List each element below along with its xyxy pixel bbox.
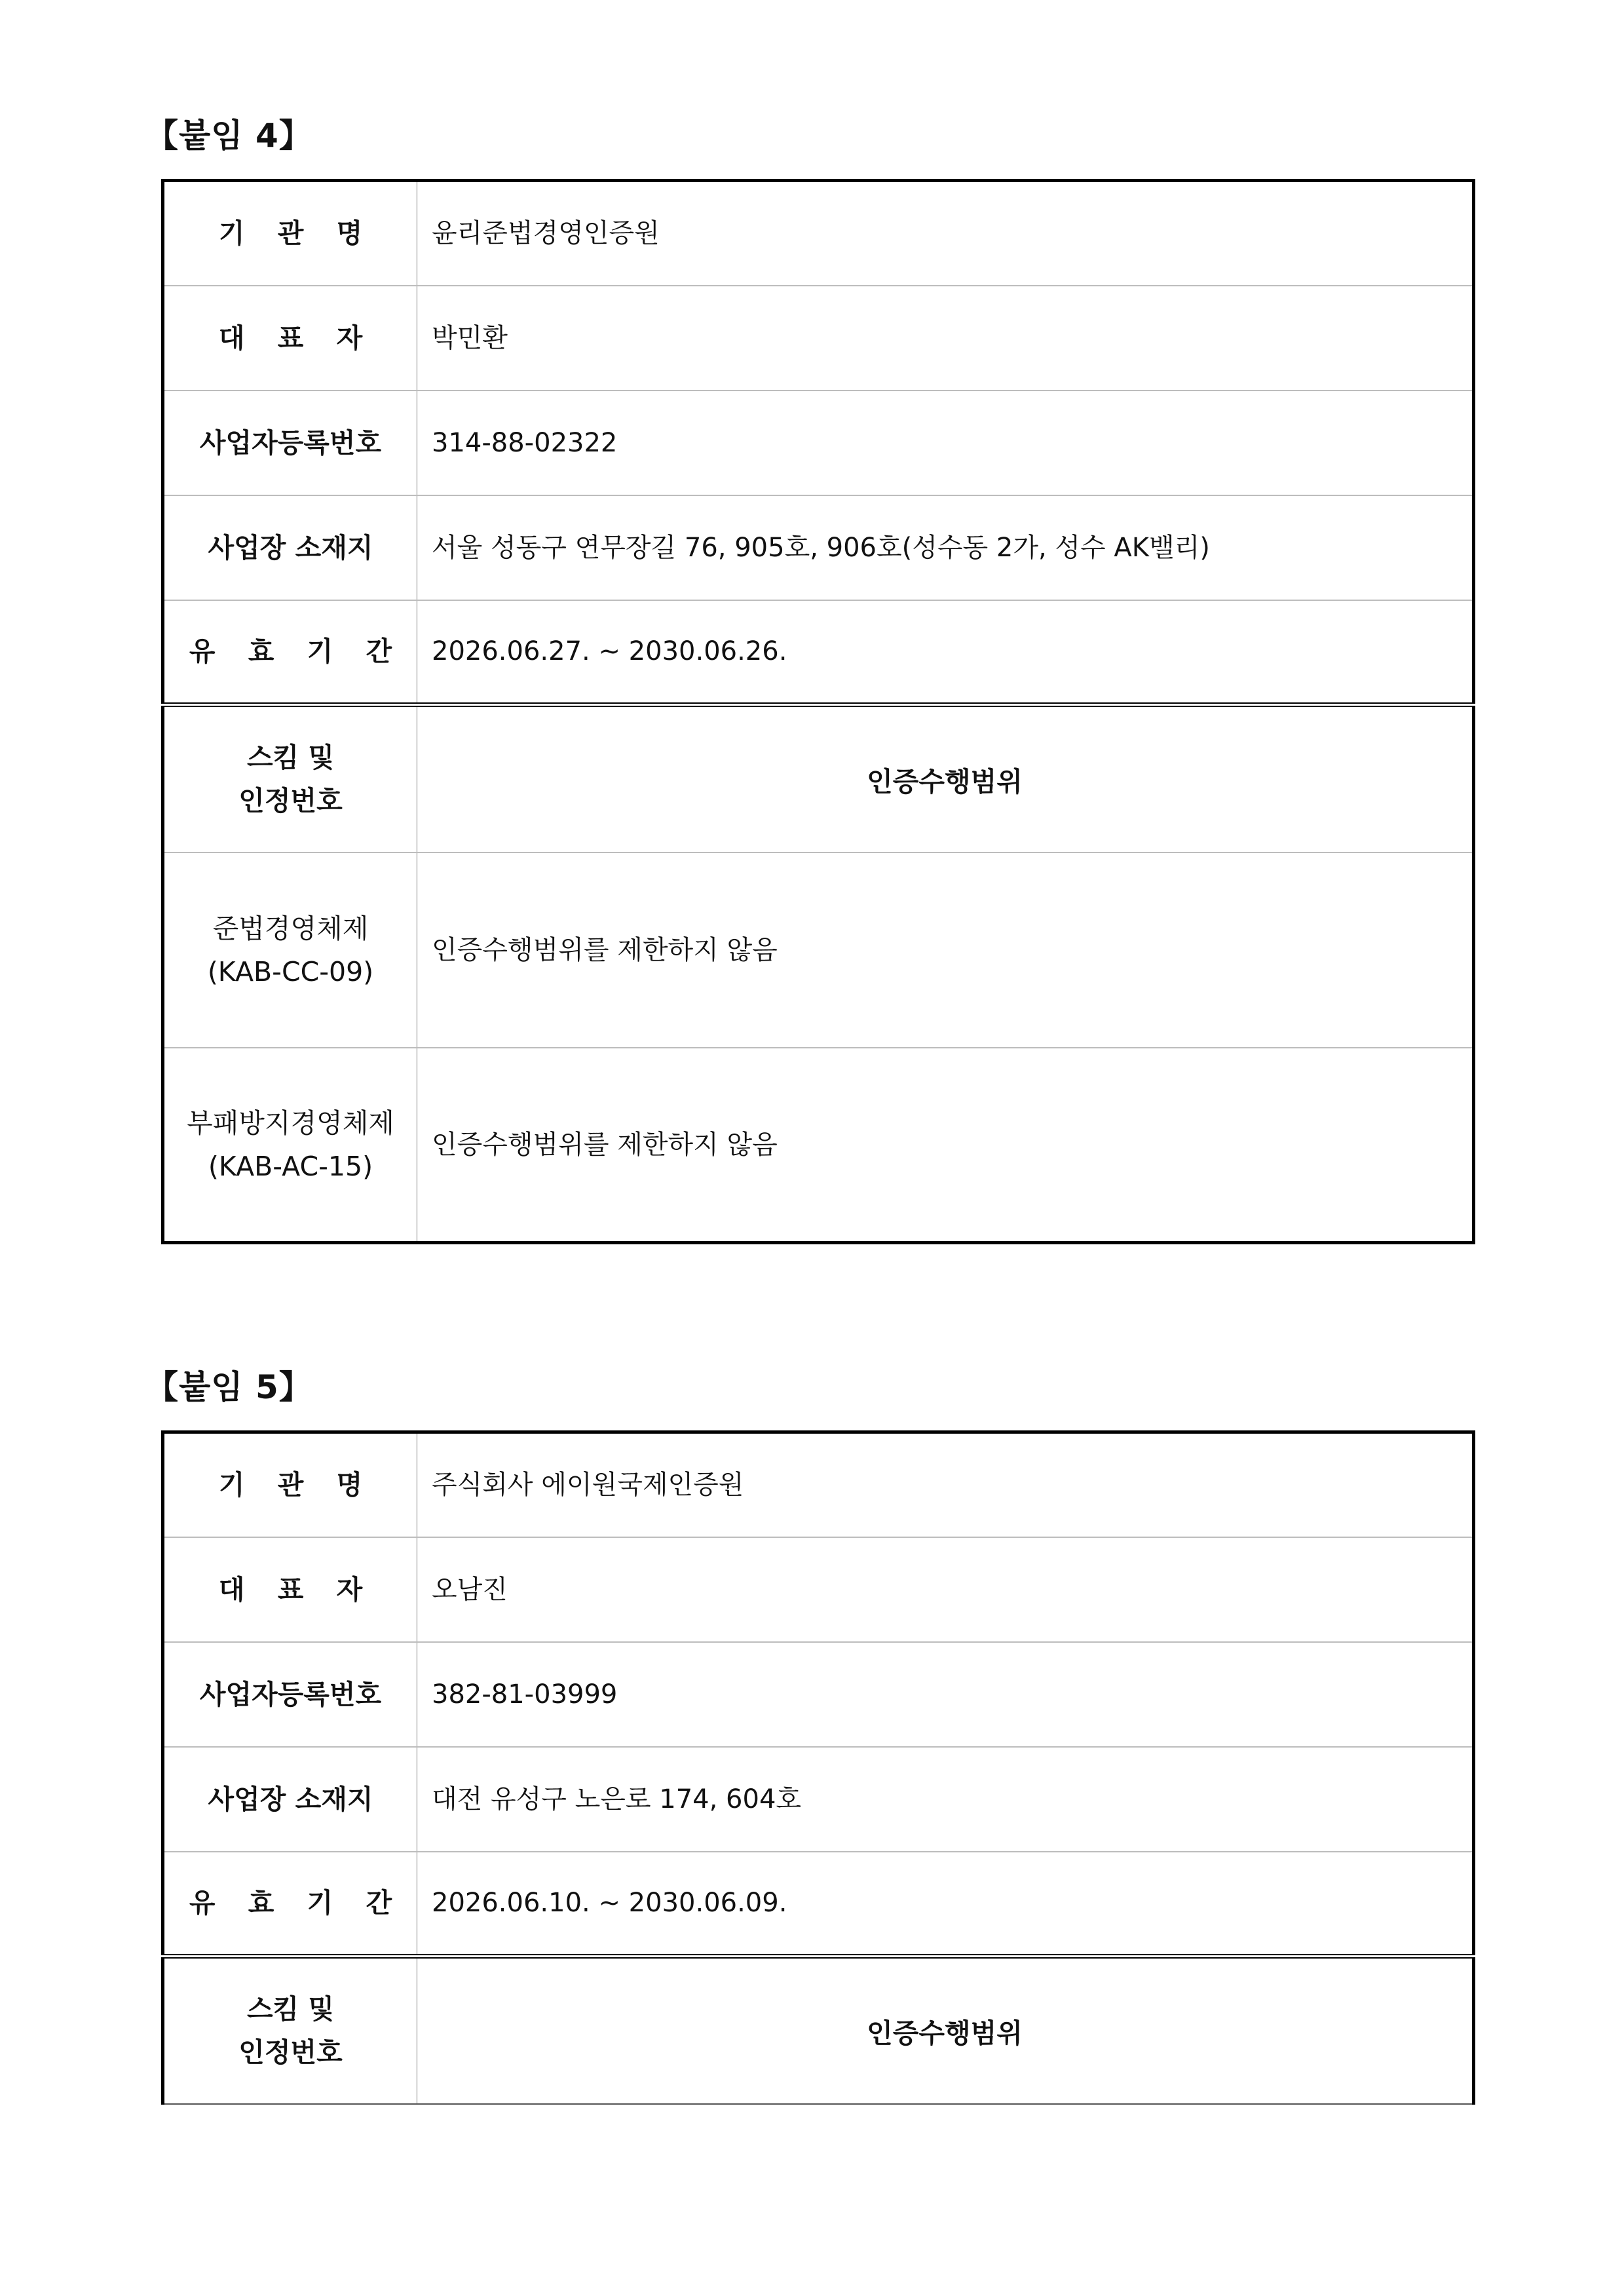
table-row — [163, 705, 1474, 852]
scope-value: 인증수행범위를 제한하지 않음 — [417, 852, 1474, 1048]
table-row — [163, 1048, 1474, 1243]
table-row — [163, 391, 1474, 495]
table-row — [163, 1432, 1474, 1537]
table-row — [163, 852, 1474, 1048]
representative-value: 오남진 — [417, 1537, 1474, 1642]
table-row — [163, 1957, 1474, 2104]
scope-header: 인증수행범위 — [417, 1957, 1474, 2104]
table-row — [163, 1537, 1474, 1642]
business-number-label: 사업자등록번호 — [163, 1642, 417, 1747]
table-row — [163, 286, 1474, 391]
attachment-4-table — [161, 179, 1475, 1244]
institution-label: 기 관 명 — [163, 181, 417, 286]
table-row — [163, 1852, 1474, 1957]
representative-label: 대 표 자 — [163, 286, 417, 391]
address-label: 사업장 소재지 — [163, 1747, 417, 1852]
scheme-header-line2: 인정번호 — [238, 785, 343, 817]
scheme-header-label — [163, 1957, 417, 2104]
attachment-4-title: 【붙임 4】 — [145, 117, 312, 155]
business-number-value: 314-88-02322 — [417, 391, 1474, 495]
table-row — [163, 1747, 1474, 1852]
business-number-label: 사업자등록번호 — [163, 391, 417, 495]
validity-value: 2026.06.10. ~ 2030.06.09. — [417, 1852, 1474, 1957]
address-value: 대전 유성구 노은로 174, 604호 — [417, 1747, 1474, 1852]
scheme-cell — [163, 852, 417, 1048]
address-label: 사업장 소재지 — [163, 495, 417, 600]
scope-header: 인증수행범위 — [417, 705, 1474, 852]
validity-label: 유 효 기 간 — [163, 600, 417, 705]
scheme-name: 부패방지경영체제 — [187, 1107, 394, 1139]
address-value: 서울 성동구 연무장길 76, 905호, 906호(성수동 2가, 성수 AK밸리) — [417, 495, 1474, 600]
attachment-5-title: 【붙임 5】 — [145, 1368, 312, 1406]
scheme-header-line1: 스킴 및 — [246, 742, 335, 774]
scope-value: 인증수행범위를 제한하지 않음 — [417, 1048, 1474, 1243]
institution-value: 주식회사 에이원국제인증원 — [417, 1432, 1474, 1537]
institution-label: 기 관 명 — [163, 1432, 417, 1537]
business-number-value: 382-81-03999 — [417, 1642, 1474, 1747]
table-row — [163, 181, 1474, 286]
scheme-header-line1: 스킴 및 — [246, 1993, 335, 2025]
attachment-5-table — [161, 1430, 1475, 2105]
scheme-name: 준법경영체제 — [212, 912, 369, 944]
scheme-cell — [163, 1048, 417, 1243]
validity-label: 유 효 기 간 — [163, 1852, 417, 1957]
representative-label: 대 표 자 — [163, 1537, 417, 1642]
validity-value: 2026.06.27. ~ 2030.06.26. — [417, 600, 1474, 705]
scheme-code: (KAB-AC-15) — [208, 1150, 373, 1182]
scheme-header-label — [163, 705, 417, 852]
scheme-code: (KAB-CC-09) — [207, 955, 374, 987]
institution-value: 윤리준법경영인증원 — [417, 181, 1474, 286]
table-row — [163, 1642, 1474, 1747]
table-row — [163, 495, 1474, 600]
representative-value: 박민환 — [417, 286, 1474, 391]
table-row — [163, 600, 1474, 705]
scheme-header-line2: 인정번호 — [238, 2037, 343, 2069]
